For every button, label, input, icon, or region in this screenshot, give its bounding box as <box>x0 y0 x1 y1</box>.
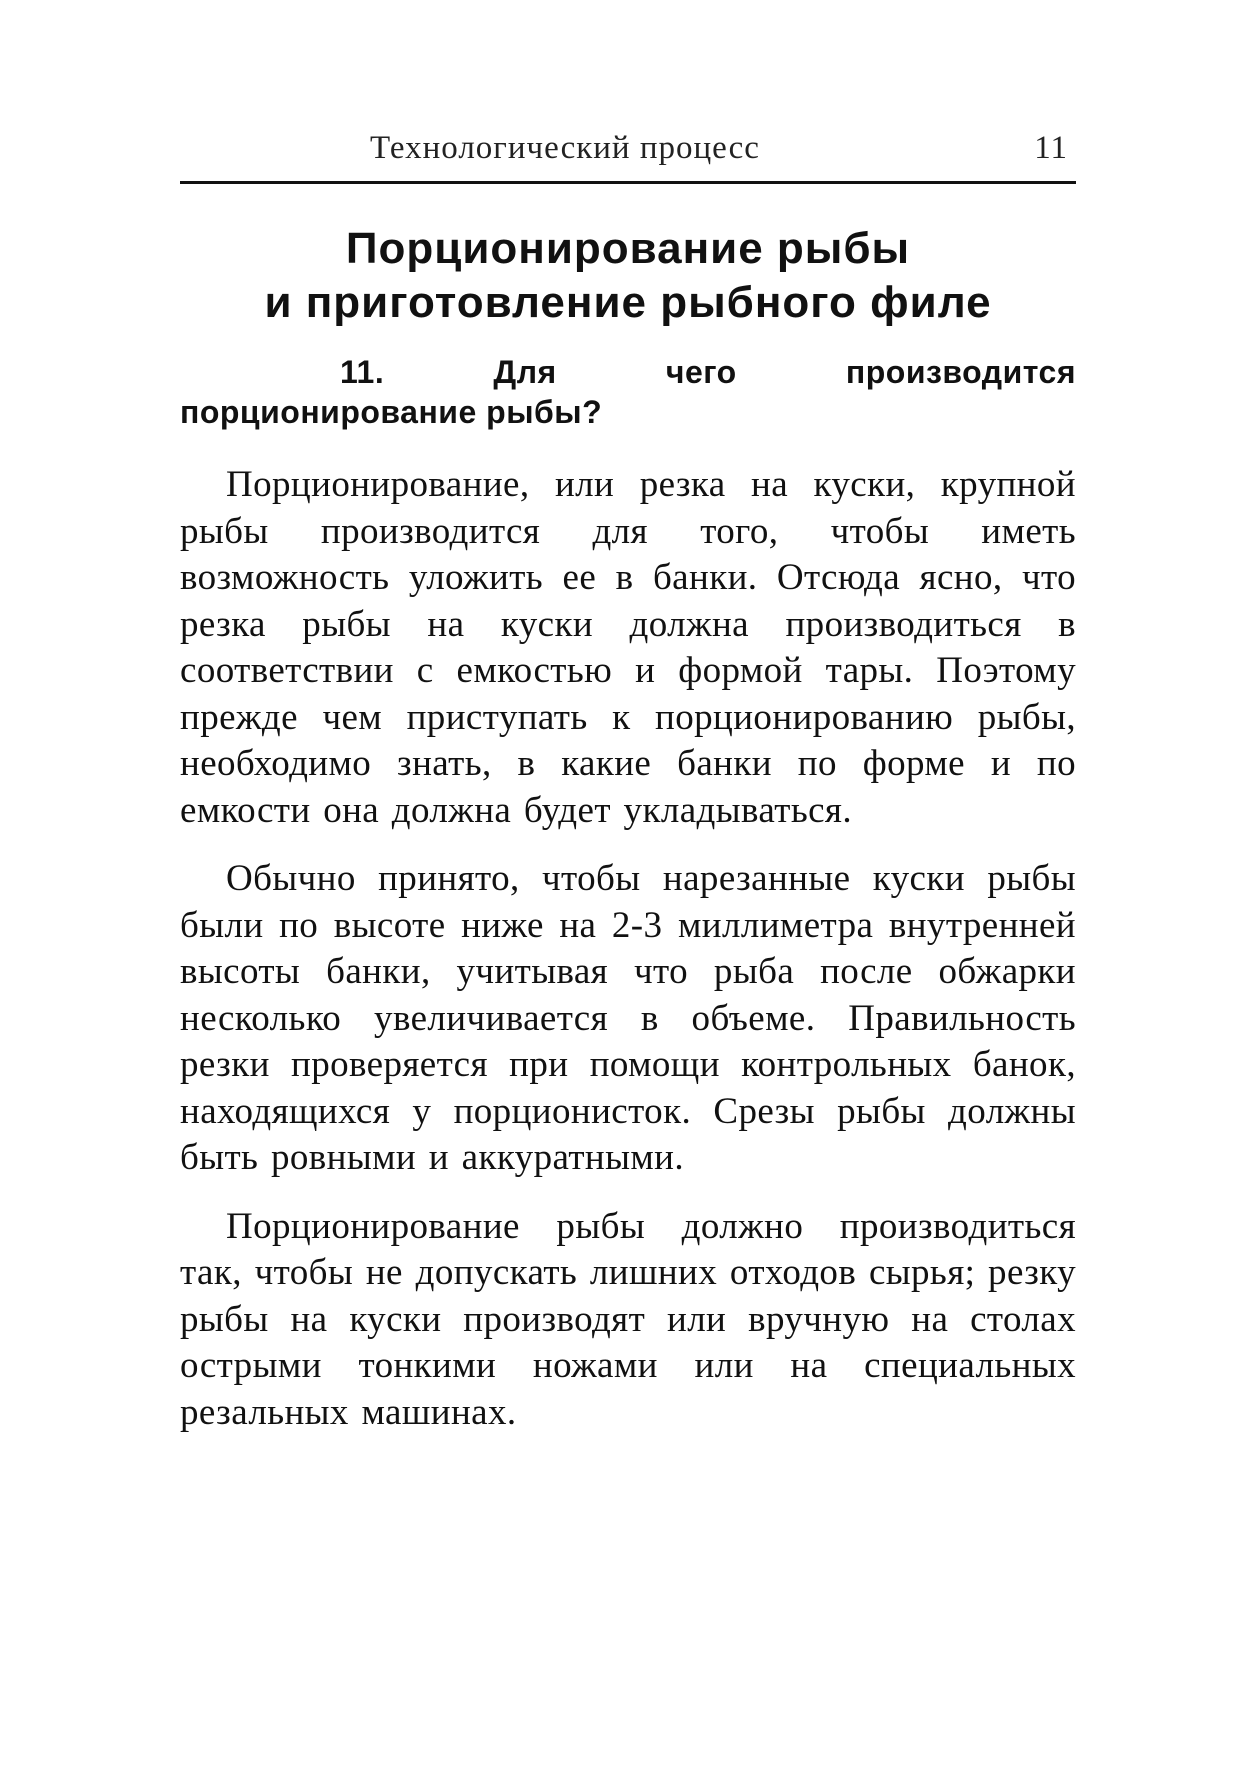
page-number: 11 <box>1034 130 1068 166</box>
section-title-line-2: и приготовление рыбного филе <box>264 278 992 327</box>
section-title <box>180 222 1076 330</box>
running-title: Технологический процесс <box>370 130 760 166</box>
section-title-line-1: Порционирование рыбы <box>345 224 911 273</box>
paragraph-3: Порционирование рыбы должно производиться так, чтобы не допускать лишних отходов сырья; резку рыбы на куски производят или вручную на столах острыми тонкими ножами или на специальных резальных машинах. <box>180 1205 1076 1433</box>
body-text <box>180 462 1076 1436</box>
paragraph-2: Обычно принято, чтобы нарезанные куски рыбы были по высоте ниже на 2-3 миллиметра внутренней высоты банки, учитывая что рыба после обжарки несколько увеличивается в объеме. Правильность резки проверяется при помощи контрольных банок, находящихся у порционисток. Срезы рыбы должны быть ровными и аккуратными. <box>180 858 1076 1178</box>
paragraph-1: Порционирование, или резка на куски, крупной рыбы производится для того, чтобы иметь возможность уложить ее в банки. Отсюда ясно, что резка рыбы на куски должна производиться в соответствии с емкостью и формой тары. Поэтому прежде чем приступать к порционированию рыбы, необходимо знать, в какие банки по форме и по емкости она должна будет укладываться. <box>180 464 1076 831</box>
question-heading: 11. Для чего производится порционирование рыбы? <box>180 354 1076 430</box>
running-head <box>180 130 1076 167</box>
header-rule <box>180 181 1076 184</box>
book-page <box>180 130 1076 1436</box>
